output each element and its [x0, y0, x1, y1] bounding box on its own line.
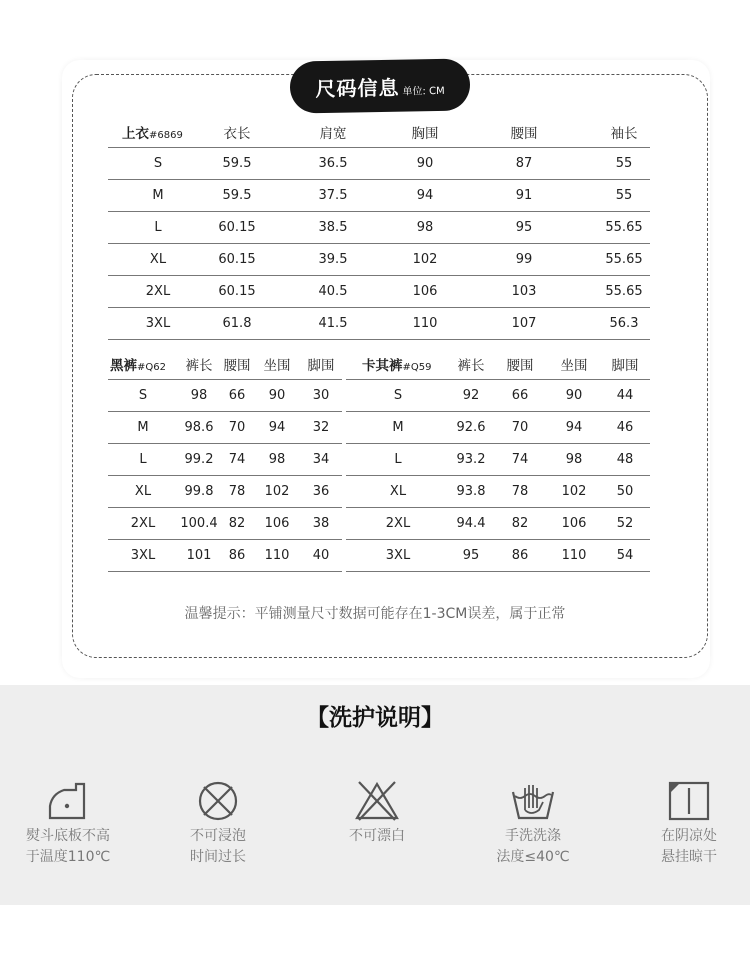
value-cell: 106	[254, 508, 300, 540]
table-row	[108, 148, 650, 180]
no-bleach-icon	[312, 780, 442, 822]
table-row	[108, 308, 650, 340]
value-cell: 106	[548, 508, 600, 540]
care-label: 法度≤40℃	[496, 849, 570, 865]
value-cell: 60.15	[208, 212, 266, 244]
black-pants-body	[108, 380, 342, 572]
value-cell: 38	[300, 508, 342, 540]
table-row	[108, 476, 342, 508]
value-cell: 102	[548, 476, 600, 508]
value-cell: 74	[492, 444, 548, 476]
shade-dry-icon	[624, 780, 750, 822]
care-item-shade-dry	[624, 780, 750, 868]
value-cell: 110	[548, 540, 600, 572]
badge-title: 尺码信息	[315, 75, 400, 101]
khaki-pants-table	[346, 348, 650, 572]
value-cell: 55.65	[598, 276, 650, 308]
size-cell: 2XL	[108, 508, 178, 540]
value-cell: 95	[450, 212, 598, 244]
care-label: 悬挂晾干	[661, 849, 717, 865]
table-row	[108, 508, 342, 540]
top-size-table	[108, 116, 650, 340]
value-cell: 98	[400, 212, 450, 244]
value-cell: 78	[492, 476, 548, 508]
size-cell: 2XL	[346, 508, 450, 540]
care-label: 熨斗底板不高	[26, 828, 110, 844]
size-cell: 3XL	[108, 540, 178, 572]
value-cell: 30	[300, 380, 342, 412]
value-cell: 92.6	[450, 412, 492, 444]
table-row	[346, 380, 650, 412]
value-cell: 100.4	[178, 508, 220, 540]
table-row	[108, 212, 650, 244]
khaki-pants-body	[346, 380, 650, 572]
badge-unit: 单位: CM	[402, 85, 445, 98]
care-item-no-soak	[153, 780, 283, 868]
value-cell: 95	[450, 540, 492, 572]
care-label: 手洗洗涤	[505, 828, 561, 844]
table-row	[108, 380, 342, 412]
value-cell: 36	[300, 476, 342, 508]
care-label: 不可浸泡	[190, 828, 246, 844]
header-cell: 裤长	[178, 348, 220, 380]
care-label: 不可漂白	[349, 828, 405, 844]
value-cell: 34	[300, 444, 342, 476]
value-cell: 94.4	[450, 508, 492, 540]
value-cell: 32	[300, 412, 342, 444]
value-cell: 66	[492, 380, 548, 412]
value-cell: 60.15	[208, 244, 266, 276]
size-cell: M	[108, 180, 208, 212]
value-cell: 86	[492, 540, 548, 572]
value-cell: 94	[400, 180, 450, 212]
value-cell: 56.3	[598, 308, 650, 340]
value-cell: 98.6	[178, 412, 220, 444]
value-cell: 55	[598, 180, 650, 212]
measurement-tip: 温馨提示：平铺测量尺寸数据可能存在1-3CM误差，属于正常	[184, 606, 566, 622]
value-cell: 78	[220, 476, 254, 508]
size-cell: L	[108, 212, 208, 244]
value-cell: 52	[600, 508, 650, 540]
value-cell: 98	[548, 444, 600, 476]
value-cell: 70	[492, 412, 548, 444]
size-cell: S	[108, 148, 208, 180]
size-cell: 3XL	[108, 308, 208, 340]
value-cell: 55.65	[598, 244, 650, 276]
value-cell: 92	[450, 380, 492, 412]
value-cell: 101	[178, 540, 220, 572]
top-table-body	[108, 148, 650, 340]
value-cell: 94	[254, 412, 300, 444]
value-cell: 61.8	[208, 308, 266, 340]
header-cell: 坐围	[548, 348, 600, 380]
value-cell: 37.5	[266, 180, 400, 212]
care-item-no-bleach	[312, 780, 442, 847]
value-cell: 99.2	[178, 444, 220, 476]
value-cell: 107	[450, 308, 598, 340]
value-cell: 39.5	[266, 244, 400, 276]
table-header-row	[108, 348, 342, 380]
value-cell: 66	[220, 380, 254, 412]
black-pants-table	[108, 348, 342, 572]
table-row	[108, 412, 342, 444]
header-cell: 衣长	[208, 116, 266, 148]
table-row	[346, 476, 650, 508]
size-cell: 2XL	[108, 276, 208, 308]
table-header-row	[346, 348, 650, 380]
khaki-pants-title: 卡其裤#Q59	[346, 348, 450, 380]
size-info-badge	[290, 58, 471, 113]
value-cell: 102	[400, 244, 450, 276]
table-header-row	[108, 116, 650, 148]
table-row	[346, 444, 650, 476]
value-cell: 99	[450, 244, 598, 276]
size-cell: L	[108, 444, 178, 476]
header-cell: 袖长	[598, 116, 650, 148]
care-label: 时间过长	[190, 849, 246, 865]
value-cell: 38.5	[266, 212, 400, 244]
size-cell: 3XL	[346, 540, 450, 572]
size-cell: XL	[346, 476, 450, 508]
no-soak-icon	[153, 780, 283, 822]
care-label: 于温度110℃	[25, 849, 111, 865]
header-cell: 腰围	[220, 348, 254, 380]
header-cell: 腰围	[492, 348, 548, 380]
table-row	[108, 444, 342, 476]
value-cell: 87	[450, 148, 598, 180]
table-row	[108, 180, 650, 212]
value-cell: 110	[400, 308, 450, 340]
table-row	[108, 276, 650, 308]
value-cell: 106	[400, 276, 450, 308]
value-cell: 60.15	[208, 276, 266, 308]
value-cell: 40	[300, 540, 342, 572]
header-cell: 肩宽	[266, 116, 400, 148]
value-cell: 74	[220, 444, 254, 476]
size-cell: S	[346, 380, 450, 412]
size-cell: XL	[108, 244, 208, 276]
size-cell: M	[108, 412, 178, 444]
value-cell: 82	[220, 508, 254, 540]
value-cell: 90	[254, 380, 300, 412]
care-label: 在阴凉处	[661, 828, 717, 844]
hand-wash-icon	[468, 780, 598, 822]
value-cell: 91	[450, 180, 598, 212]
header-cell: 胸围	[400, 116, 450, 148]
table-row	[346, 508, 650, 540]
value-cell: 82	[492, 508, 548, 540]
value-cell: 102	[254, 476, 300, 508]
header-cell: 腰围	[450, 116, 598, 148]
value-cell: 103	[450, 276, 598, 308]
value-cell: 110	[254, 540, 300, 572]
value-cell: 44	[600, 380, 650, 412]
table-row	[346, 412, 650, 444]
value-cell: 99.8	[178, 476, 220, 508]
iron-icon	[3, 780, 133, 822]
table-row	[108, 244, 650, 276]
value-cell: 54	[600, 540, 650, 572]
header-cell: 脚围	[600, 348, 650, 380]
value-cell: 86	[220, 540, 254, 572]
value-cell: 48	[600, 444, 650, 476]
value-cell: 46	[600, 412, 650, 444]
value-cell: 40.5	[266, 276, 400, 308]
care-title: 【洗护说明】	[306, 705, 444, 731]
value-cell: 94	[548, 412, 600, 444]
size-cell: L	[346, 444, 450, 476]
value-cell: 59.5	[208, 148, 266, 180]
value-cell: 70	[220, 412, 254, 444]
header-cell: 裤长	[450, 348, 492, 380]
top-table-title: 上衣#6869	[108, 116, 208, 148]
value-cell: 59.5	[208, 180, 266, 212]
value-cell: 55.65	[598, 212, 650, 244]
care-section	[0, 685, 750, 905]
value-cell: 93.2	[450, 444, 492, 476]
value-cell: 55	[598, 148, 650, 180]
value-cell: 90	[400, 148, 450, 180]
black-pants-title: 黑裤#Q62	[108, 348, 178, 380]
value-cell: 41.5	[266, 308, 400, 340]
value-cell: 36.5	[266, 148, 400, 180]
value-cell: 98	[178, 380, 220, 412]
value-cell: 90	[548, 380, 600, 412]
table-row	[346, 540, 650, 572]
care-item-hand-wash	[468, 780, 598, 868]
table-row	[108, 540, 342, 572]
header-cell: 坐围	[254, 348, 300, 380]
size-cell: M	[346, 412, 450, 444]
value-cell: 93.8	[450, 476, 492, 508]
care-item-iron	[3, 780, 133, 868]
value-cell: 50	[600, 476, 650, 508]
size-cell: S	[108, 380, 178, 412]
size-cell: XL	[108, 476, 178, 508]
value-cell: 98	[254, 444, 300, 476]
header-cell: 脚围	[300, 348, 342, 380]
